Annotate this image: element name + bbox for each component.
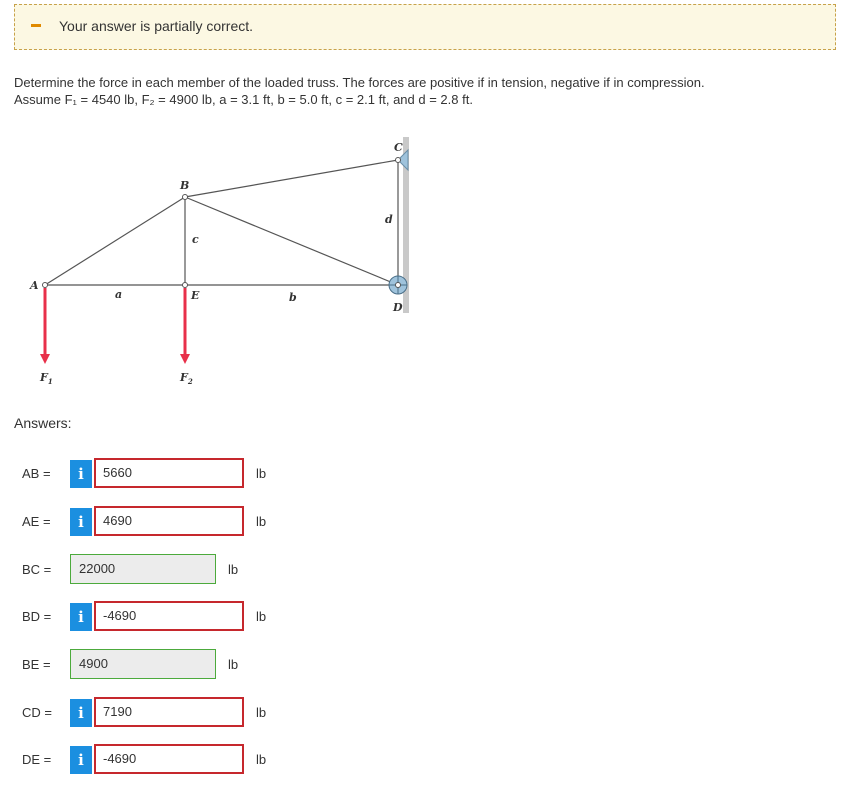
joint-d bbox=[396, 283, 401, 288]
joint-a bbox=[43, 283, 48, 288]
member-bd bbox=[185, 197, 398, 285]
answer-label: BD = bbox=[22, 609, 52, 624]
label-f2: $F_2$ bbox=[180, 371, 193, 386]
label-dim-b: b bbox=[289, 291, 297, 304]
unit-label: lb bbox=[228, 562, 239, 577]
truss-diagram bbox=[0, 130, 440, 400]
unit-label: lb bbox=[256, 752, 267, 767]
label-c-joint: C bbox=[394, 141, 403, 154]
label-b-joint: B bbox=[180, 179, 190, 192]
joint-b bbox=[183, 195, 188, 200]
answer-row-ae bbox=[0, 506, 300, 538]
answer-input-de[interactable]: -4690 bbox=[94, 744, 244, 774]
question-line-2: Assume F₁ = 4540 lb, F₂ = 4900 lb, a = 3.1 ft, b = 5.0 ft, c = 2.1 ft, and d = 2.8 ft. bbox=[14, 92, 473, 107]
label-f1: $F_1$ bbox=[40, 371, 53, 386]
label-dim-d: d bbox=[385, 213, 393, 226]
answer-row-cd bbox=[0, 697, 300, 729]
answer-row-bc bbox=[0, 554, 300, 586]
info-icon[interactable]: i bbox=[70, 508, 92, 536]
info-icon[interactable]: i bbox=[70, 460, 92, 488]
question-text bbox=[14, 74, 834, 108]
answer-label: CD = bbox=[22, 705, 52, 720]
answer-input-ab[interactable]: 5660 bbox=[94, 458, 244, 488]
answer-label: BE = bbox=[22, 657, 51, 672]
answer-row-bd bbox=[0, 601, 300, 633]
unit-label: lb bbox=[256, 705, 267, 720]
feedback-banner bbox=[14, 4, 836, 50]
answer-input-cd[interactable]: 7190 bbox=[94, 697, 244, 727]
load-f2-arrow bbox=[180, 288, 190, 364]
info-icon[interactable]: i bbox=[70, 699, 92, 727]
question-line-1: Determine the force in each member of the loaded truss. The forces are positive if in tension, negative if in compression. bbox=[14, 75, 705, 90]
label-e-joint: E bbox=[191, 289, 200, 302]
label-a-joint: A bbox=[30, 279, 39, 292]
answer-input-be[interactable]: 4900 bbox=[70, 649, 216, 679]
unit-label: lb bbox=[228, 657, 239, 672]
label-dim-a: a bbox=[115, 288, 123, 301]
answer-label: DE = bbox=[22, 752, 52, 767]
answer-input-bd[interactable]: -4690 bbox=[94, 601, 244, 631]
member-bc bbox=[185, 160, 398, 197]
answer-label: AB = bbox=[22, 466, 51, 481]
load-f1-arrow bbox=[40, 288, 50, 364]
info-icon[interactable]: i bbox=[70, 603, 92, 631]
answer-row-be bbox=[0, 649, 300, 681]
joint-e bbox=[183, 283, 188, 288]
answer-input-ae[interactable]: 4690 bbox=[94, 506, 244, 536]
label-dim-c: c bbox=[192, 233, 199, 246]
answer-label: AE = bbox=[22, 514, 51, 529]
unit-label: lb bbox=[256, 609, 267, 624]
answer-row-de bbox=[0, 744, 300, 776]
answer-input-bc[interactable]: 22000 bbox=[70, 554, 216, 584]
unit-label: lb bbox=[256, 466, 267, 481]
label-d-joint: D bbox=[393, 301, 403, 314]
feedback-message: Your answer is partially correct. bbox=[59, 18, 254, 34]
truss-members bbox=[45, 160, 398, 285]
answer-label: BC = bbox=[22, 562, 52, 577]
unit-label: lb bbox=[256, 514, 267, 529]
member-ab bbox=[45, 197, 185, 285]
partial-correct-icon bbox=[31, 24, 41, 27]
info-icon[interactable]: i bbox=[70, 746, 92, 774]
answer-row-ab bbox=[0, 458, 300, 490]
answers-heading: Answers: bbox=[14, 415, 72, 431]
joint-c bbox=[396, 158, 401, 163]
